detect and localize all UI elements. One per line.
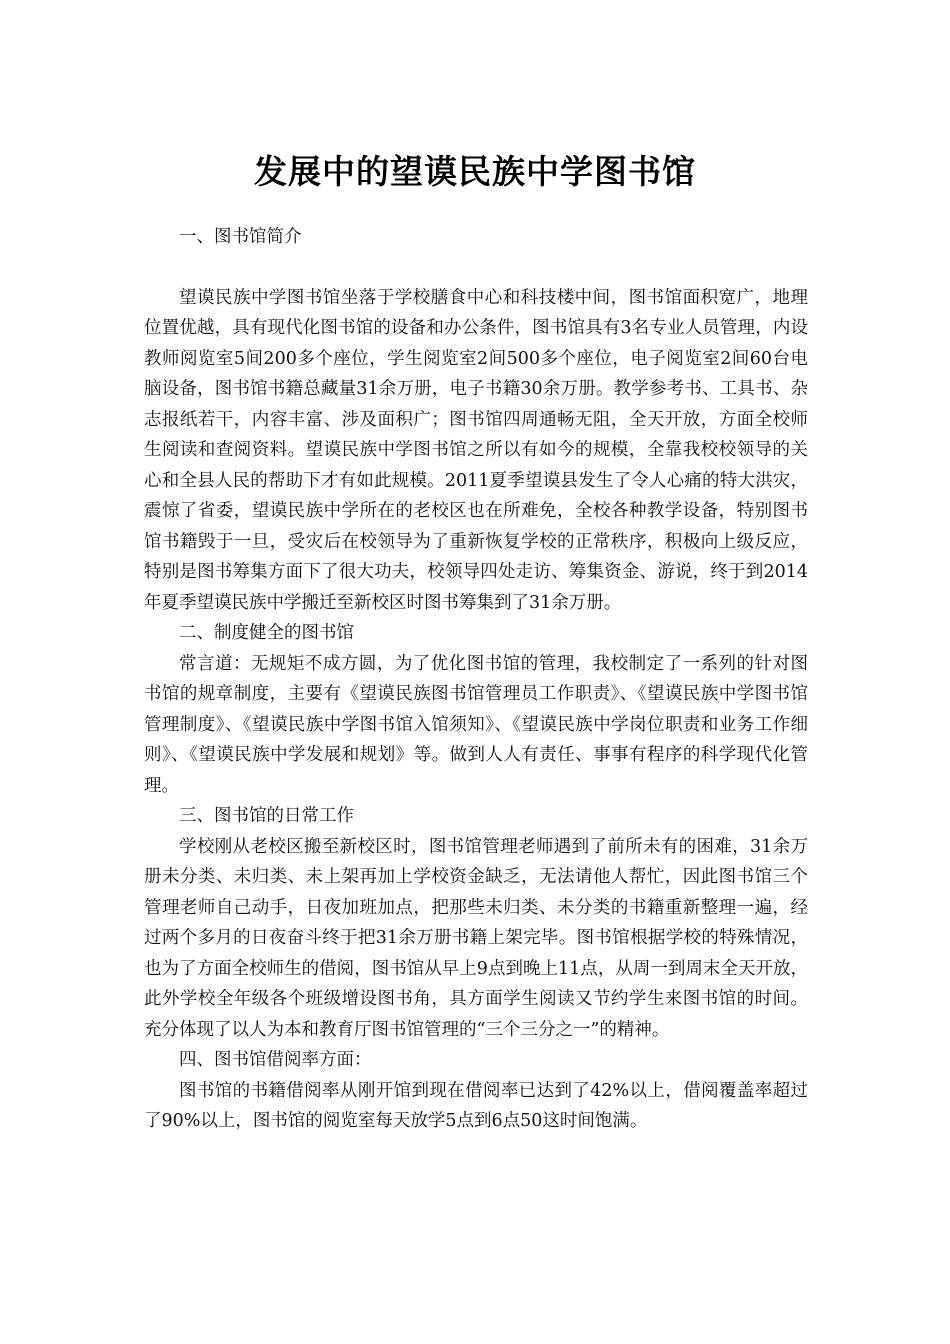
section-body-borrowing-rate: 图书馆的书籍借阅率从刚开馆到现在借阅率已达到了42%以上，借阅覆盖率超过了90%以上，图书馆的阅览室每天放学5点到6点50这时间饱满。 [144, 1080, 808, 1131]
section-body-intro: 望谟民族中学图书馆坐落于学校膳食中心和科技楼中间，图书馆面积宽广，地理位置优越，具有现代化图书馆的设备和办公条件，图书馆具有3名专业人员管理，内设教师阅览室5间200多个座位，学生阅览室2间500多个座位，电子阅览室2间60台电脑设备，图书馆书籍总藏量31余万册，电子书籍30余万册。教学参考书、工具书、杂志报纸若干，内容丰富、涉及面积广；图书馆四周通畅无阻，全天开放，方面全校师生阅读和查阅资料。望谟民族中学图书馆之所以有如今的规模，全靠我校校领导的关心和全县人民的帮助下才有如此规模。2011夏季望谟县发生了令人心痛的特大洪灾，震惊了省委，望谟民族中学所在的老校区也在所难免，全校各种教学设备，特别图书馆书籍毁于一旦，受灾后在校领导为了重新恢复学校的正常秩序，积极向上级反应，特别是图书筹集方面下了很大功夫，校领导四处走访、筹集资金、游说，终于到2014年夏季望谟民族中学搬迁至新校区时图书筹集到了31余万册。 [144, 287, 808, 613]
section-body-daily-work: 学校刚从老校区搬至新校区时，图书馆管理老师遇到了前所未有的困难，31余万册未分类、未归类、未上架再加上学校资金缺乏，无法请他人帮忙，因此图书馆三个管理老师自己动手，日夜加班加点，把那些未归类、未分类的书籍重新整理一遍，经过两个多月的日夜奋斗终于把31余万册书籍上架完毕。图书馆根据学校的特殊情况，也为了方面全校师生的借阅，图书馆从早上9点到晚上11点，从周一到周末全天开放，此外学校全年级各个班级增设图书角，具方面学生阅读又节约学生来图书馆的时间。充分体现了以人为本和教育厅图书馆管理的“三个三分之一”的精神。 [144, 836, 808, 1040]
section-heading-rules: 二、制度健全的图书馆 [179, 623, 354, 643]
section-body-rules: 常言道：无规矩不成方圆，为了优化图书馆的管理，我校制定了一系列的针对图书馆的规章制度，主要有《望谟民族图书馆管理员工作职责》、《望谟民族中学图书馆管理制度》、《望谟民族中学图书馆入馆须知》、《望谟民族中学岗位职责和业务工作细则》、《望谟民族中学发展和规划》等。做到人人有责任、事事有程序的科学现代化管理。 [144, 653, 808, 796]
section-heading-intro: 一、图书馆简介 [179, 227, 302, 247]
section-heading-borrowing-rate: 四、图书馆借阅率方面： [179, 1050, 372, 1070]
document-body [144, 222, 808, 1137]
section-heading-daily-work: 三、图书馆的日常工作 [179, 806, 354, 826]
document-title: 发展中的望谟民族中学图书馆 [254, 152, 696, 192]
